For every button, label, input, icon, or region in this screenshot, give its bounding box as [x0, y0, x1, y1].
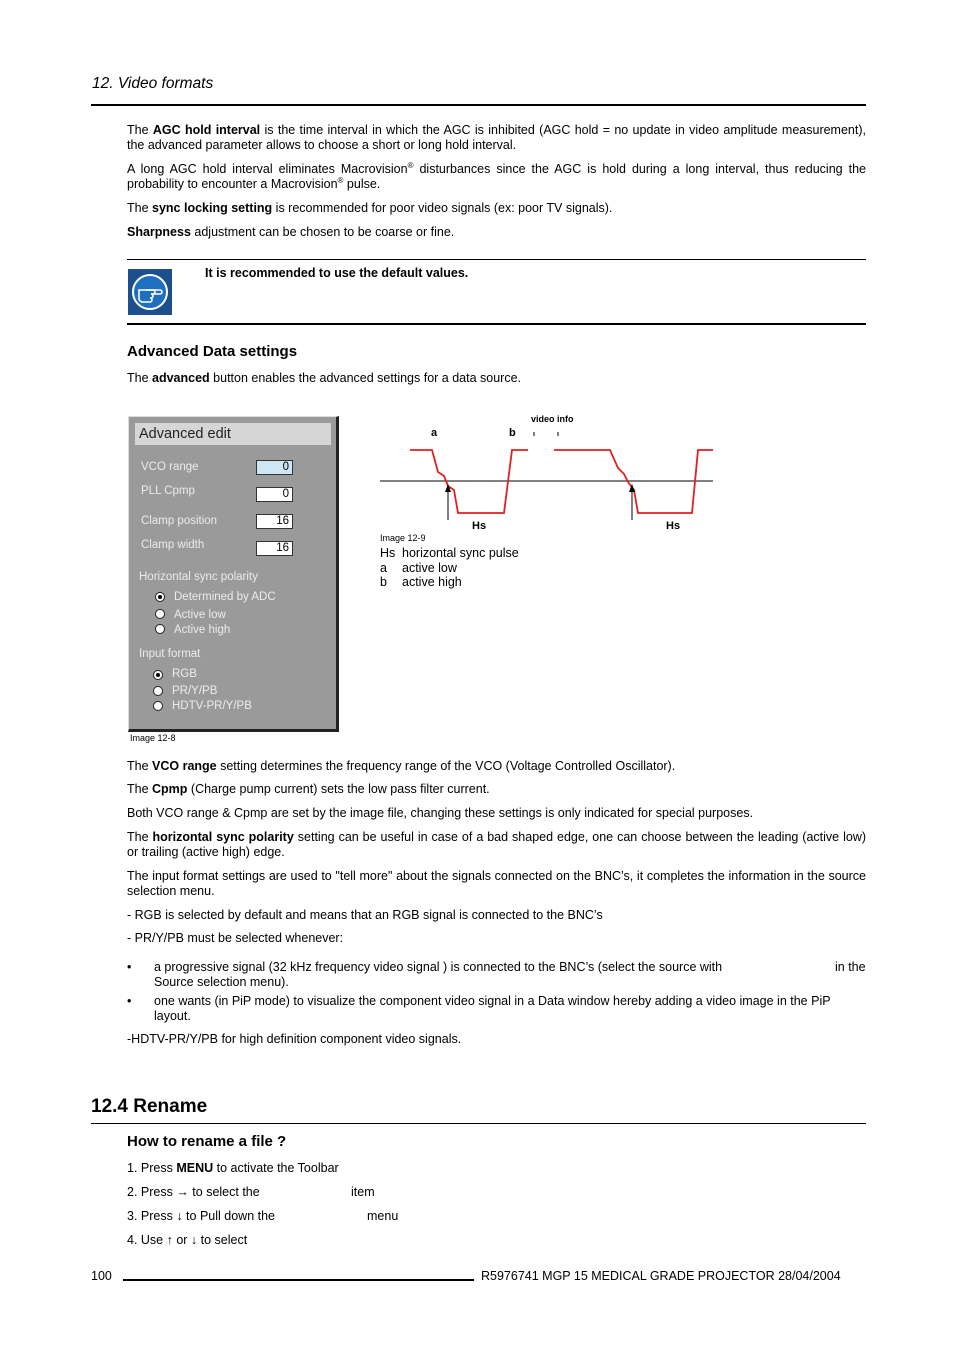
bullet-2-line-2: layout. [154, 1009, 191, 1023]
input-rgb-radio[interactable] [153, 670, 163, 680]
rename-heading: 12.4 Rename [91, 1096, 208, 1117]
legend-text: active low [402, 561, 457, 575]
bullet-1-line-1: a progressive signal (32 kHz frequency video signal ) is connected to the BNC’s (select the source with [154, 960, 723, 974]
vco-range-input[interactable]: 0 [256, 460, 293, 475]
clamp-position-label: Clamp position [141, 515, 218, 527]
pll-cpmp-label: PLL Cpmp [141, 485, 195, 497]
agc-hold-paragraph: The AGC hold interval is the time interval in which the AGC is inhibited (AGC hold = no update in video amplitude measurement), the advanced parameter allows to choose a short or long hold interval. [127, 123, 866, 152]
hsync-polarity-paragraph: The horizontal sync polarity setting can be useful in case of a bad shaped edge, one can choose between the leading (active low) or trailing (active high) edge. [127, 830, 867, 859]
header-rule [91, 104, 866, 106]
macrovision-paragraph: A long AGC hold interval eliminates Macrovision® disturbances since the AGC is hold during a long interval, thus reducing the probability to encounter a Macrovision® pulse. [127, 160, 866, 191]
legend-text: horizontal sync pulse [402, 546, 519, 560]
bullet-mark: • [127, 994, 132, 1008]
dialog-title: Advanced edit [135, 423, 331, 445]
input-pr-y-pb-radio[interactable] [153, 686, 163, 696]
diagram-hs-right: Hs [666, 520, 681, 532]
step-3-end: menu [367, 1209, 399, 1223]
step-2: 2. Press → to select the [127, 1185, 260, 1199]
diagram-label-a: a [431, 427, 438, 439]
hsync-active-low-radio[interactable] [155, 609, 165, 619]
input-rgb-label: RGB [172, 668, 197, 680]
clamp-position-input[interactable]: 16 [256, 514, 293, 529]
input-hdtv-label: HDTV-PR/Y/PB [172, 700, 252, 712]
diagram-hs-left: Hs [472, 520, 487, 532]
legend-row: b [380, 575, 387, 589]
clamp-width-input[interactable]: 16 [256, 541, 293, 556]
hdtv-paragraph: -HDTV-PR/Y/PB for high definition component video signals. [127, 1032, 462, 1046]
advanced-heading: Advanced Data settings [127, 343, 298, 360]
input-hdtv-radio[interactable] [153, 701, 163, 711]
image-12-9-caption: Image 12-9 [380, 533, 426, 543]
advanced-description: The advanced button enables the advanced settings for a data source. [127, 371, 522, 385]
bullet-1-line-2: Source selection menu). [154, 975, 289, 989]
bullet-mark: • [127, 960, 132, 974]
bullet-1-line-1-end: in the [835, 960, 866, 974]
pointing-hand-icon [128, 269, 172, 315]
vco-range-paragraph: The VCO range setting determines the frequency range of the VCO (Voltage Controlled Oscillator). [127, 759, 676, 773]
legend-row: a [380, 561, 387, 575]
sync-locking-paragraph: The sync locking setting is recommended for poor video signals (ex: poor TV signals). [127, 201, 613, 215]
bullet-2-line-1: one wants (in PiP mode) to visualize the component video signal in a Data window hereby adding a video image in the PiP [154, 994, 831, 1008]
hsync-polarity-label: Horizontal sync polarity [139, 571, 258, 583]
step-4: 4. Use ↑ or ↓ to select [127, 1233, 248, 1247]
advanced-edit-dialog [128, 416, 339, 732]
diagram-top-label: video info [531, 414, 574, 424]
note-bottom-rule [127, 323, 866, 325]
note-top-rule [127, 259, 866, 260]
note-text: It is recommended to use the default values. [205, 266, 469, 280]
sync-polarity-diagram [378, 410, 718, 535]
both-paragraph: Both VCO range & Cpmp are set by the image file, changing these settings is only indicated for special purposes. [127, 806, 754, 820]
input-pr-y-pb-label: PR/Y/PB [172, 685, 218, 697]
step-1: 1. Press MENU to activate the Toolbar [127, 1161, 339, 1175]
image-12-8-caption: Image 12-8 [130, 733, 176, 743]
rename-rule [91, 1123, 866, 1124]
hsync-determined-label: Determined by ADC [174, 591, 276, 603]
hsync-active-low-label: Active low [174, 609, 226, 621]
cpmp-paragraph: The Cpmp (Charge pump current) sets the low pass filter current. [127, 782, 490, 796]
hsync-active-high-label: Active high [174, 624, 231, 636]
legend-text: active high [402, 575, 462, 589]
rgb-paragraph: - RGB is selected by default and means that an RGB signal is connected to the BNC’s [127, 908, 603, 922]
page-number: 100 [91, 1269, 112, 1283]
hsync-determined-radio[interactable] [155, 592, 165, 602]
pr-y-pb-paragraph: - PR/Y/PB must be selected whenever: [127, 931, 344, 945]
rename-subheading: How to rename a file ? [127, 1133, 287, 1150]
sharpness-paragraph: Sharpness adjustment can be chosen to be coarse or fine. [127, 225, 455, 239]
step-2-end: item [351, 1185, 375, 1199]
clamp-width-label: Clamp width [141, 539, 205, 551]
footer-doc-info: R5976741 MGP 15 MEDICAL GRADE PROJECTOR 28/04/2004 [481, 1269, 841, 1283]
input-format-label: Input format [139, 648, 201, 660]
pll-cpmp-input[interactable]: 0 [256, 487, 293, 502]
footer-rule [123, 1279, 474, 1281]
chapter-title: 12. Video formats [92, 75, 214, 92]
legend-row: Hs [380, 546, 396, 560]
diagram-label-b: b [509, 427, 516, 439]
step-3: 3. Press ↓ to Pull down the [127, 1209, 275, 1223]
input-format-paragraph: The input format settings are used to "tell more" about the signals connected on the BNC’s, it completes the information in the source selection menu. [127, 869, 866, 898]
hsync-active-high-radio[interactable] [155, 624, 165, 634]
vco-range-label: VCO range [141, 461, 199, 473]
